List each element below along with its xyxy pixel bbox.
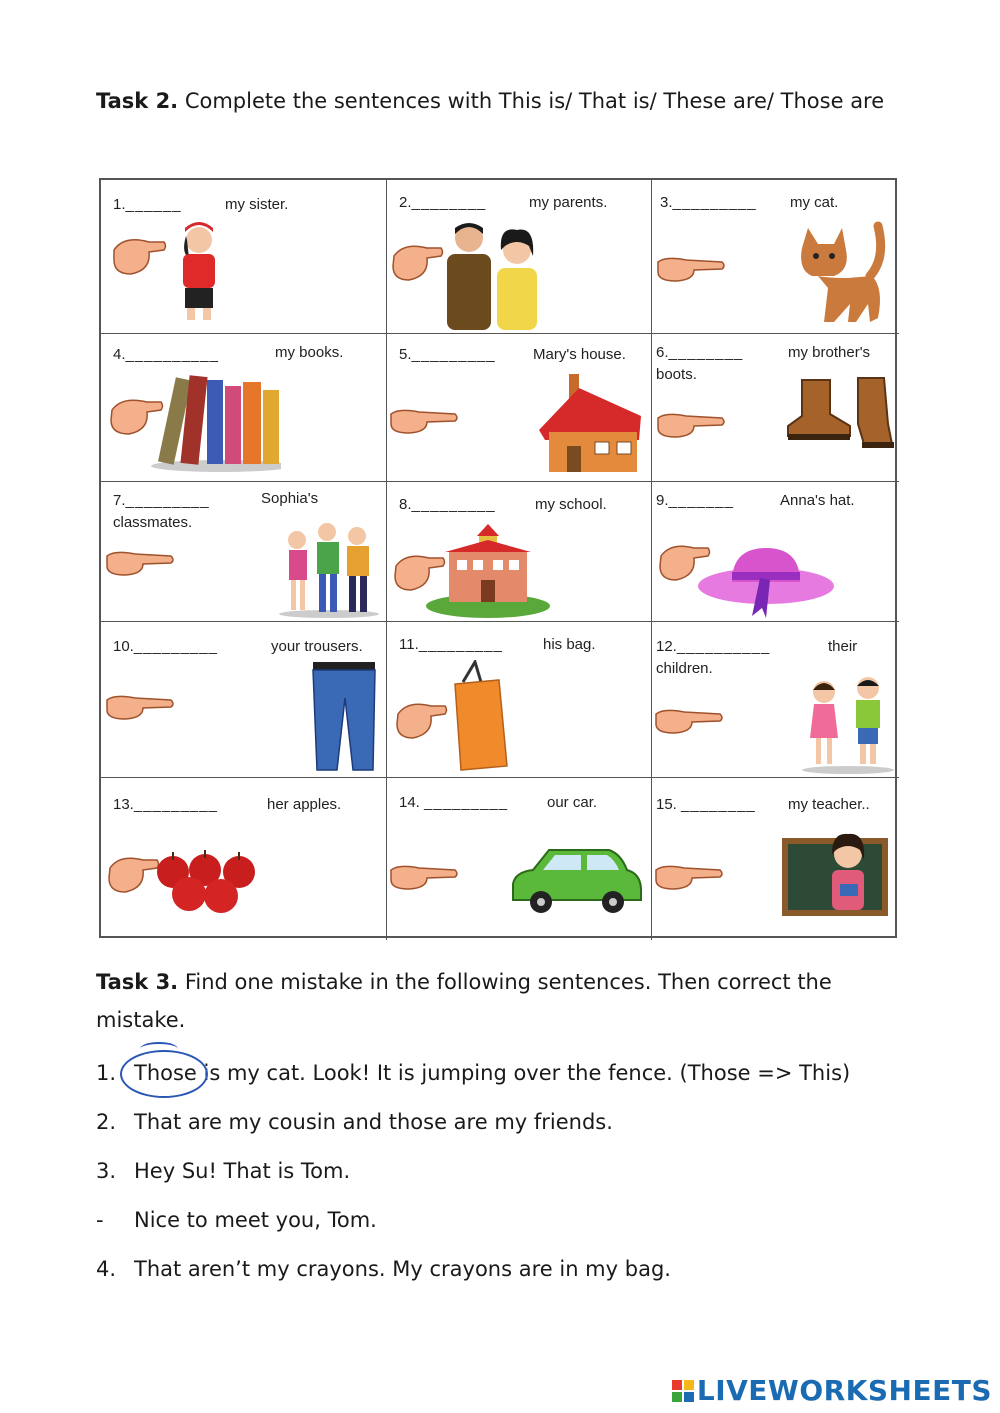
cell-text: their (828, 638, 858, 655)
sentence-4 (96, 1257, 671, 1281)
exercise-cell-12 (652, 622, 899, 778)
pointing-hand-icon (656, 410, 728, 440)
exercise-cell-15 (652, 778, 899, 940)
cell-number: 14. _________ (399, 794, 509, 811)
cell-number: 2.________ (399, 194, 487, 211)
cell-number: 12.__________ (656, 638, 771, 655)
exercise-cell-2 (387, 180, 652, 334)
mistake-circle-stroke (140, 1042, 178, 1056)
pointing-hand-icon (654, 862, 726, 892)
exercise-cell-9 (652, 482, 899, 622)
answer-blank[interactable]: ________ (681, 796, 756, 813)
liveworksheets-logo-icon (672, 1380, 694, 1402)
answer-blank[interactable]: __________ (125, 346, 219, 363)
answer-blank[interactable]: _______ (668, 492, 734, 509)
house-icon (535, 370, 645, 476)
answer-blank[interactable]: _________ (424, 794, 509, 811)
pointing-hand-icon (389, 862, 461, 892)
classmates-icon (277, 518, 381, 618)
answer-blank[interactable]: _________ (133, 638, 218, 655)
sentence-text: Those is my cat. Look! It is jumping over the fence. (Those => This) (134, 1061, 851, 1085)
cell-text: Sophia's (261, 490, 319, 507)
sentence-text: That aren’t my crayons. My crayons are in my bag. (134, 1257, 671, 1281)
cell-text: my brother's (788, 344, 871, 361)
sentence-reply (96, 1208, 377, 1232)
cell-text: my cat. (790, 194, 839, 211)
cell-number: 5._________ (399, 346, 496, 363)
cell-number: 3._________ (660, 194, 757, 211)
exercise-cell-13 (101, 778, 387, 940)
cell-number: 13._________ (113, 796, 218, 813)
cell-text: your trousers. (271, 638, 363, 655)
exercise-cell-8 (387, 482, 652, 622)
pointing-hand-icon (109, 230, 169, 280)
cell-number: 1.______ (113, 196, 182, 213)
sentence-number: - (96, 1208, 104, 1232)
exercise-cell-10 (101, 622, 387, 778)
boots-icon (784, 374, 896, 454)
exercise-cell-5 (387, 334, 652, 482)
cell-text-continued: children. (656, 660, 713, 677)
sentence-2 (96, 1110, 613, 1134)
cell-number: 4.__________ (113, 346, 219, 363)
cell-text: our car. (547, 794, 598, 811)
cell-number: 10._________ (113, 638, 218, 655)
answer-blank[interactable]: _________ (672, 194, 757, 211)
answer-blank[interactable]: __________ (676, 638, 771, 655)
school-icon (425, 518, 551, 618)
pointing-hand-icon (654, 706, 726, 736)
bag-icon (441, 660, 513, 774)
brand-name: LIVEWORKSHEETS (696, 1374, 992, 1407)
pointing-hand-icon (656, 254, 728, 284)
apples-icon (153, 848, 263, 916)
exercise-cell-11 (387, 622, 652, 778)
cell-text: his bag. (543, 636, 596, 653)
answer-blank[interactable]: _________ (411, 346, 496, 363)
task3-label: Task 3. (96, 970, 179, 994)
books-icon (141, 370, 281, 474)
task2-instruction: Complete the sentences with This is/ That is/ These are/ Those are (184, 89, 885, 113)
teacher-icon (780, 828, 894, 920)
answer-blank[interactable]: _________ (411, 496, 496, 513)
parents-icon (429, 216, 549, 330)
task2-label: Task 2. (96, 89, 179, 113)
task3-instruction: Find one mistake in the following sentences. Then correct the mistake. (96, 970, 832, 1032)
pointing-hand-icon (389, 406, 461, 436)
cell-number: 8._________ (399, 496, 496, 513)
sentence-number: 3. (96, 1159, 117, 1183)
sentence-text: That are my cousin and those are my friends. (134, 1110, 613, 1134)
cell-text: Anna's hat. (780, 492, 855, 509)
answer-blank[interactable]: ________ (668, 344, 744, 361)
task3-heading (96, 963, 916, 1039)
answer-blank[interactable]: _________ (133, 796, 218, 813)
task2-heading (96, 82, 916, 120)
cell-number: 7._________ (113, 492, 210, 509)
car-icon (509, 842, 645, 916)
cat-icon (788, 218, 892, 328)
sentence-number: 4. (96, 1257, 117, 1281)
answer-blank[interactable]: _________ (125, 492, 210, 509)
exercise-cell-14 (387, 778, 652, 940)
answer-blank[interactable]: ________ (411, 194, 487, 211)
trousers-icon (309, 658, 379, 774)
girl-icon (169, 218, 229, 323)
cell-text: my teacher.. (788, 796, 870, 813)
cell-number: 9._______ (656, 492, 734, 509)
children-icon (800, 674, 896, 774)
cell-text: my school. (535, 496, 607, 513)
cell-text: my books. (275, 344, 344, 361)
cell-number: 15. ________ (656, 796, 756, 813)
sentence-number: 1. (96, 1061, 117, 1085)
sentence-number: 2. (96, 1110, 117, 1134)
exercise-cell-7 (101, 482, 387, 622)
exercise-cell-3 (652, 180, 899, 334)
mistake-circle-annotation (120, 1050, 208, 1098)
answer-blank[interactable]: _________ (418, 636, 503, 653)
cell-text: Mary's house. (533, 346, 626, 363)
answer-blank[interactable]: ______ (125, 196, 182, 213)
sentence-text: Nice to meet you, Tom. (134, 1208, 377, 1232)
exercise-cell-4 (101, 334, 387, 482)
cell-number: 6.________ (656, 344, 744, 361)
exercise-grid (99, 178, 897, 938)
exercise-cell-6 (652, 334, 899, 482)
cell-text: my sister. (225, 196, 289, 213)
hat-icon (696, 538, 836, 620)
cell-text-continued: classmates. (113, 514, 193, 531)
sentence-1 (96, 1061, 850, 1085)
pointing-hand-icon (105, 692, 177, 722)
sentence-text: Hey Su! That is Tom. (134, 1159, 351, 1183)
pointing-hand-icon (105, 548, 177, 578)
exercise-cell-1 (101, 180, 387, 334)
sentence-3 (96, 1159, 350, 1183)
cell-text: her apples. (267, 796, 342, 813)
cell-text: my parents. (529, 194, 608, 211)
cell-text-continued: boots. (656, 366, 697, 383)
liveworksheets-logo[interactable] (672, 1374, 992, 1407)
cell-number: 11._________ (399, 636, 503, 653)
